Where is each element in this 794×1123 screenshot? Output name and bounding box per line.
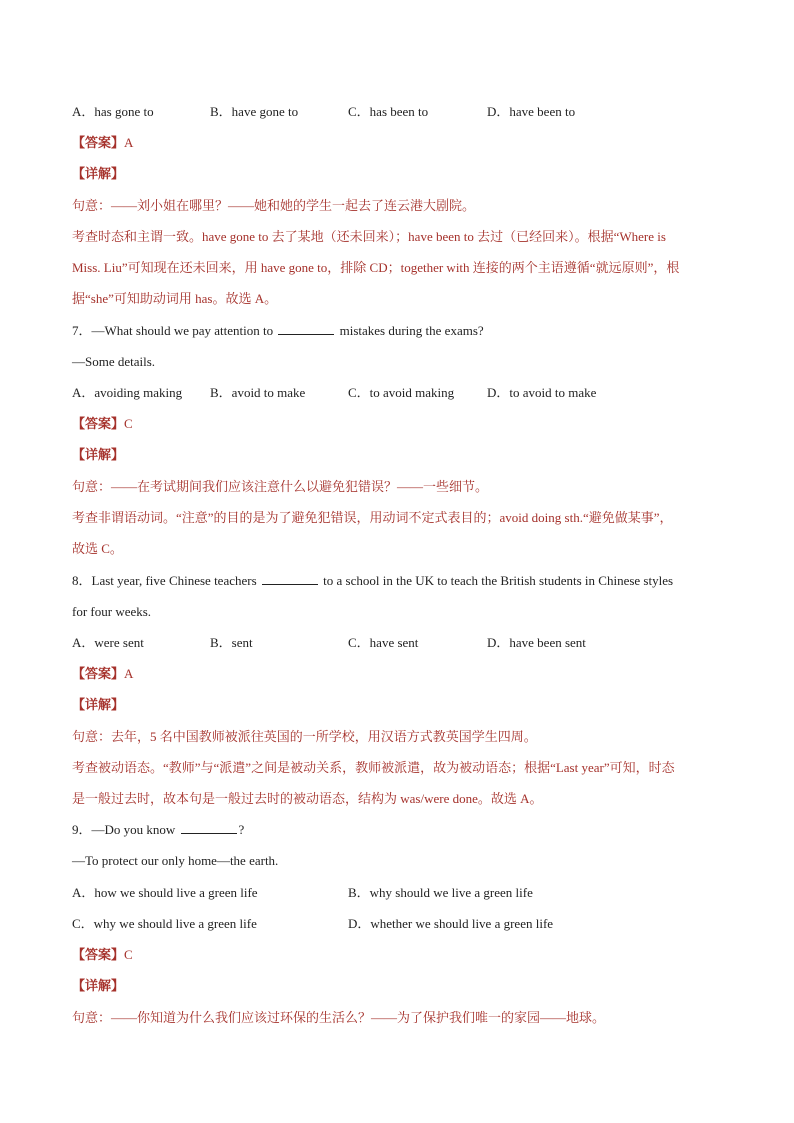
q6-option-b: B．have gone to xyxy=(210,104,299,119)
q9-option-a: A．how we should live a green life xyxy=(72,885,258,900)
q6-detail-heading: 【详解】 xyxy=(72,166,125,181)
q7-reply: —Some details. xyxy=(72,354,156,369)
q8-stem: 8．Last year, five Chinese teachers to a school in the UK to teach the British students in Chinese styles xyxy=(72,573,674,588)
q8-answer: 【答案】A xyxy=(72,666,134,681)
q7-explain-line-1: 考查非谓语动词。“注意”的目的是为了避免犯错误，用动词不定式表目的；avoid doing sth.“避免做某事”， xyxy=(72,510,673,525)
q7-detail-heading: 【详解】 xyxy=(72,447,125,462)
q7-option-a: A．avoiding making xyxy=(72,385,183,400)
q9-blank xyxy=(181,821,237,834)
q8-option-b: B．sent xyxy=(210,635,253,650)
q6-meaning: 句意：——刘小姐在哪里？——她和她的学生一起去了连云港大剧院。 xyxy=(72,198,476,213)
q7-answer: 【答案】C xyxy=(72,416,133,431)
q8-explain-line-2: 是一般过去时，故本句是一般过去时的被动语态，结构为 was/were done。故选 A。 xyxy=(72,791,543,806)
q6-option-d: D．have been to xyxy=(487,104,576,119)
q6-option-c: C．has been to xyxy=(348,104,429,119)
q7-option-b: B．avoid to make xyxy=(210,385,306,400)
q8-detail-heading: 【详解】 xyxy=(72,697,125,712)
q7-explain-line-2: 故选 C。 xyxy=(72,541,123,556)
q6-explain-line-2: Miss. Liu”可知现在还未回来，用 have gone to，排除 CD；together with 连接的两个主语遵循“就远原则”，根 xyxy=(72,260,680,275)
q9-detail-heading: 【详解】 xyxy=(72,978,125,993)
q8-meaning: 句意：去年，5 名中国教师被派往英国的一所学校，用汉语方式教英国学生四周。 xyxy=(72,729,537,744)
q7-meaning: 句意：——在考试期间我们应该注意什么以避免犯错误？——一些细节。 xyxy=(72,479,489,494)
q8-stem-line-2: for four weeks. xyxy=(72,604,152,619)
q7-blank xyxy=(278,322,334,335)
q8-option-c: C．have sent xyxy=(348,635,419,650)
q8-explain-line-1: 考查被动语态。“教师”与“派遣”之间是被动关系，教师被派遣，故为被动语态；根据“Last year”可知，时态 xyxy=(72,760,675,775)
q6-answer: 【答案】A xyxy=(72,135,134,150)
q9-option-c: C．why we should live a green life xyxy=(72,916,257,931)
q8-option-d: D．have been sent xyxy=(487,635,586,650)
q9-answer: 【答案】C xyxy=(72,947,133,962)
q6-explain-line-1: 考查时态和主谓一致。have gone to 去了某地（还未回来）；have been to 去过（已经回来）。根据“Where is xyxy=(72,229,666,244)
q9-reply: —To protect our only home—the earth. xyxy=(72,853,279,868)
q9-option-b: B．why should we live a green life xyxy=(348,885,533,900)
q6-explain-line-3: 据“she”可知助动词用 has。故选 A。 xyxy=(72,291,278,306)
q7-stem: 7．—What should we pay attention to mistakes during the exams? xyxy=(72,323,484,338)
q9-option-d: D．whether we should live a green life xyxy=(348,916,554,931)
q9-stem: 9．—Do you know ? xyxy=(72,822,245,837)
q9-meaning: 句意：——你知道为什么我们应该过环保的生活么？——为了保护我们唯一的家园——地球。 xyxy=(72,1010,606,1025)
q7-option-d: D．to avoid to make xyxy=(487,385,597,400)
q6-option-a: A．has gone to xyxy=(72,104,154,119)
q7-option-c: C．to avoid making xyxy=(348,385,455,400)
q8-option-a: A．were sent xyxy=(72,635,144,650)
q8-blank xyxy=(262,572,318,585)
